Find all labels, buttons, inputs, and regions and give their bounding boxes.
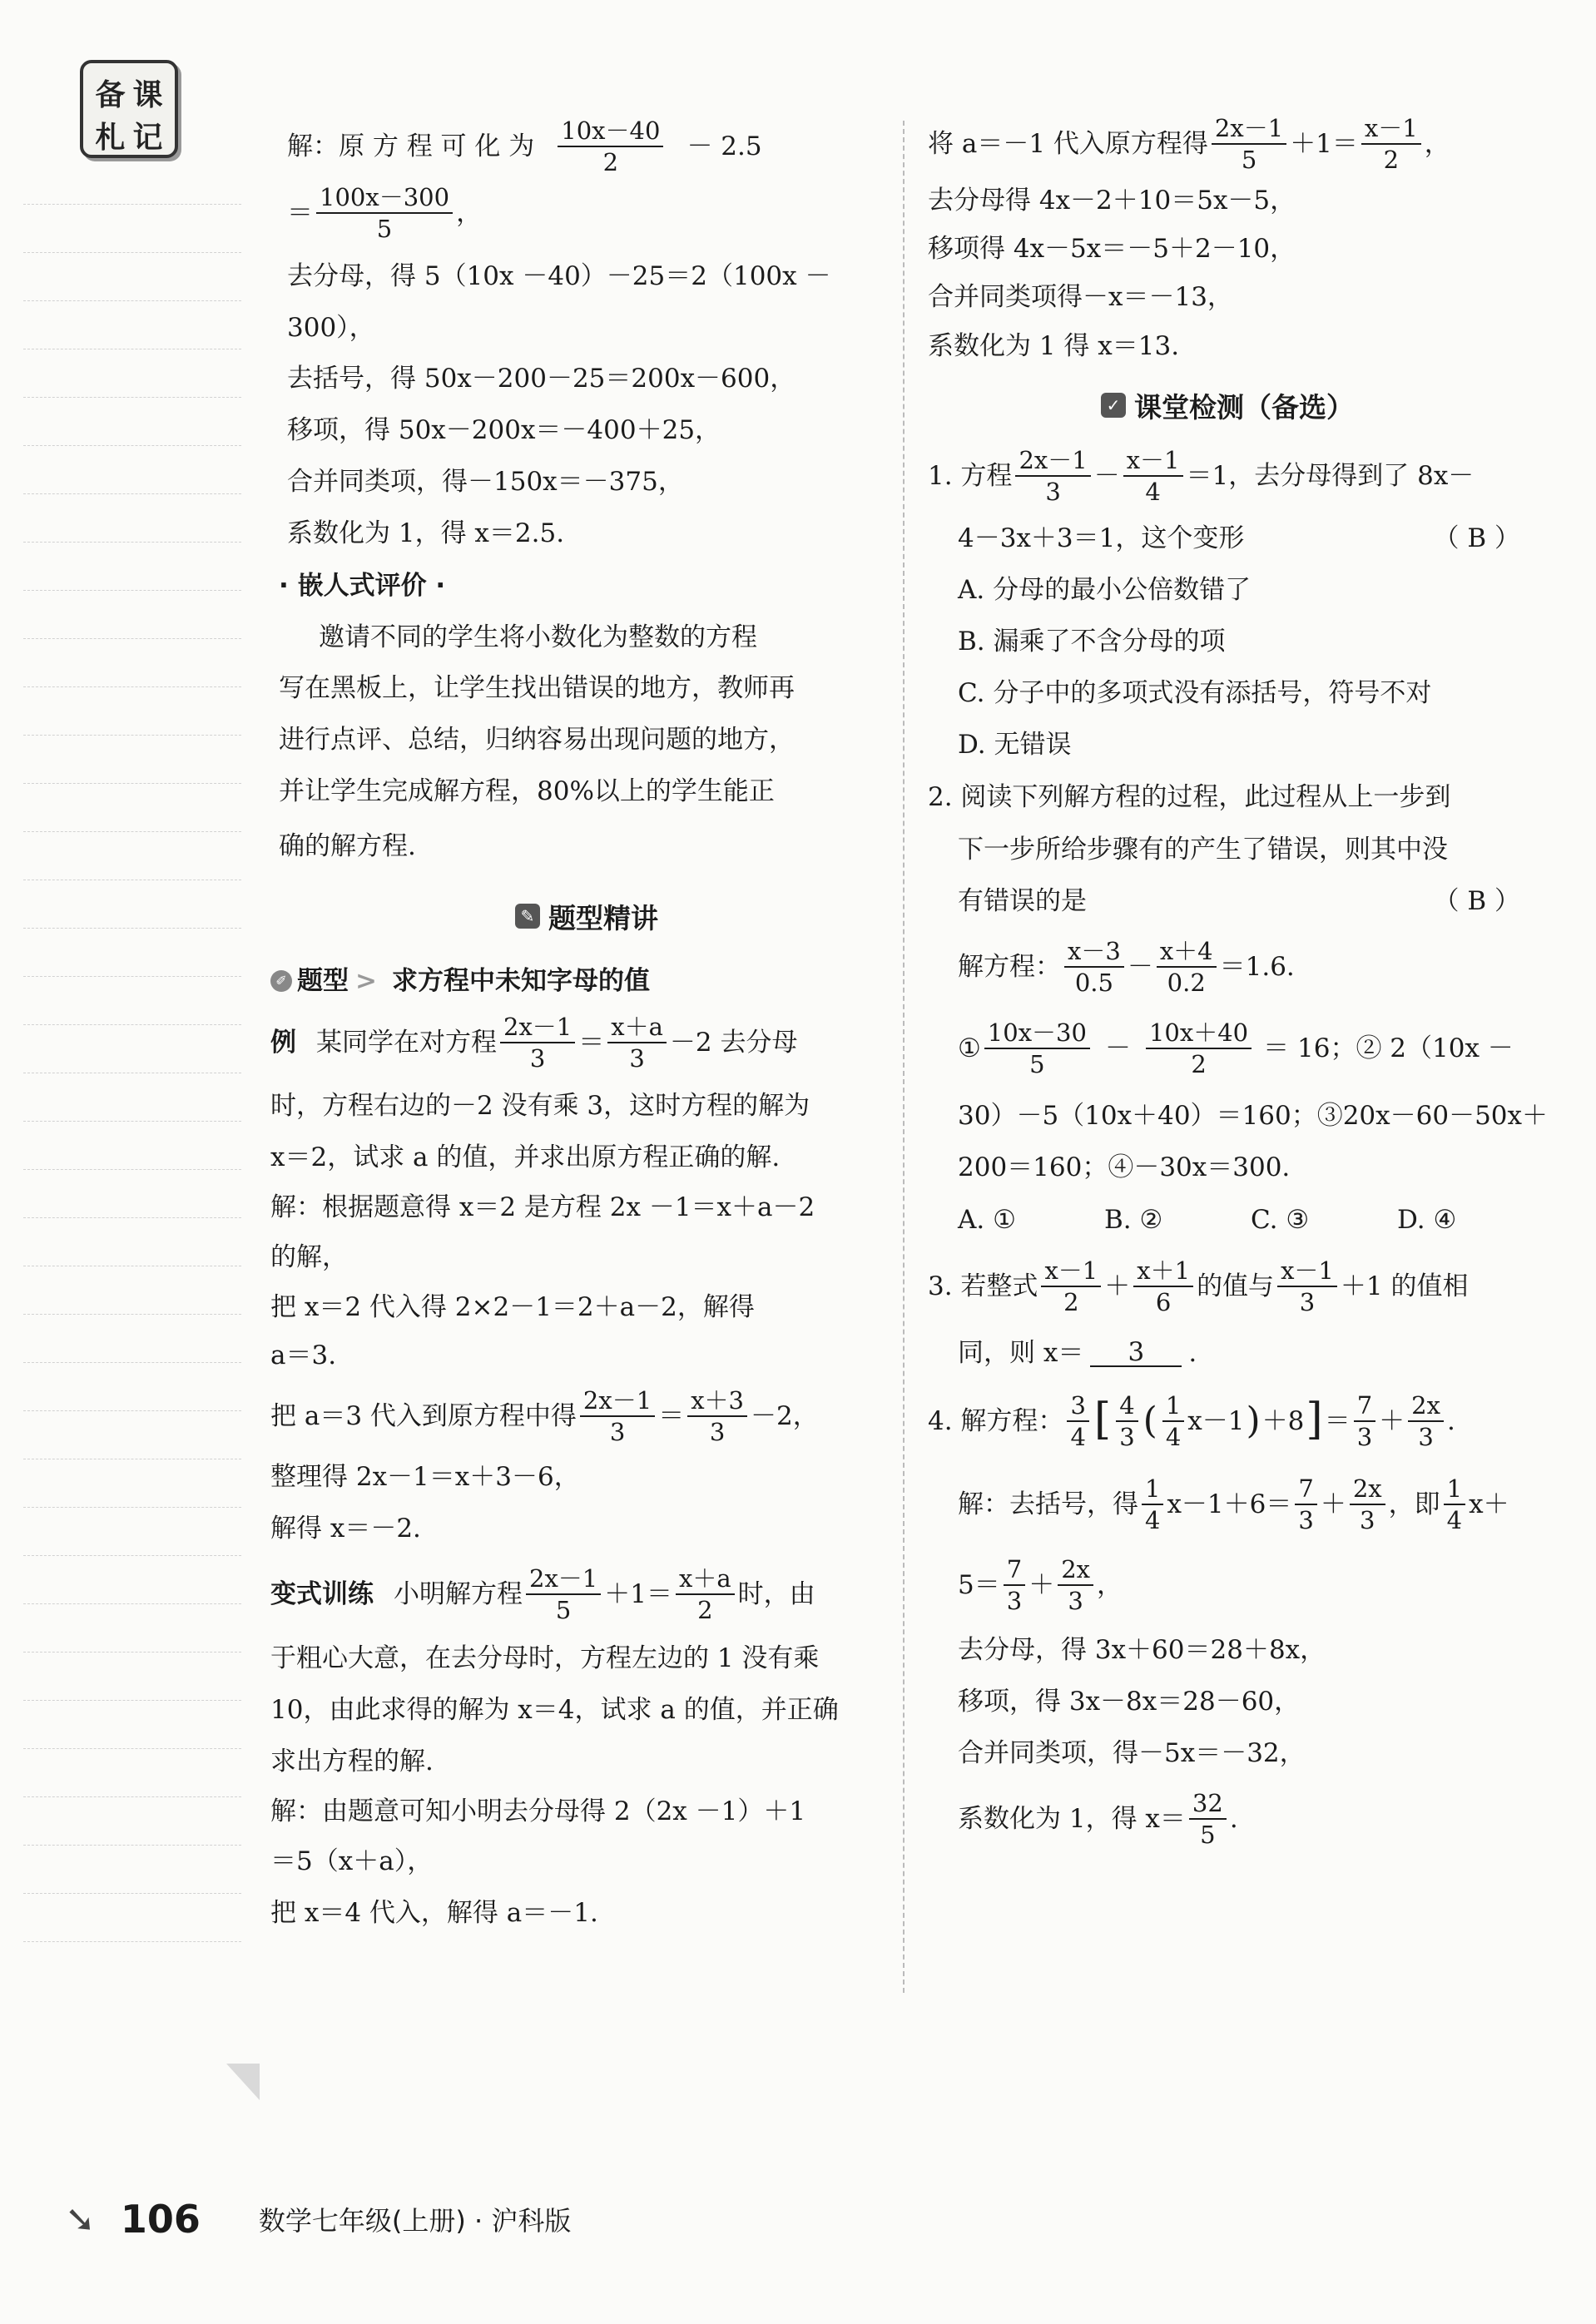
question-2: 2. 阅读下列解方程的过程，此过程从上一步到	[928, 781, 1451, 812]
note-line	[23, 1507, 241, 1508]
left-column	[270, 116, 886, 1939]
fraction: $\frac{x+3}{3}$	[687, 1388, 747, 1445]
text: ，即	[1388, 1489, 1440, 1519]
decorative-corner	[226, 2064, 260, 2100]
text: ＝	[287, 197, 313, 228]
solution-line: 移项得 4x－5x＝－5＋2－10，	[928, 233, 1296, 264]
text: 系数化为 1，得 x＝	[958, 1803, 1186, 1834]
right-column	[928, 113, 1549, 1859]
note-line	[23, 397, 241, 398]
bracket: [	[1093, 1395, 1112, 1444]
note-line	[23, 493, 241, 494]
note-line	[23, 1169, 241, 1170]
question-1	[928, 439, 1527, 513]
text: 4－3x＋3＝1，这个变形	[958, 523, 1245, 553]
note-line	[23, 1893, 241, 1894]
notes-column	[23, 204, 241, 1990]
solution-line: 合并同类项，得－150x＝－375，	[287, 466, 684, 497]
text: ，	[1424, 128, 1450, 159]
option-b: B. 漏乘了不含分母的项	[958, 626, 1226, 657]
question-3	[928, 1246, 1527, 1326]
question-4-solution	[928, 1546, 1527, 1624]
solution-line: 去括号，得 50x－200－25＝200x－600，	[287, 363, 796, 394]
text: 同，则 x＝	[958, 1337, 1084, 1368]
fraction: $\frac{x+a}{3}$	[607, 1014, 667, 1072]
section-heading	[287, 875, 886, 957]
note-line	[23, 1217, 241, 1218]
question-4-solution: 合并同类项，得－5x＝－32，	[958, 1737, 1306, 1768]
evaluation-line: 邀请不同的学生将小数化为整数的方程	[319, 622, 757, 652]
text: 解：原 方 程 可 化 为	[287, 131, 535, 161]
note-line	[23, 300, 241, 301]
evaluation-line: 写在黑板上，让学生找出错误的地方，教师再	[279, 672, 795, 703]
question-2-steps	[928, 1007, 1527, 1090]
note-line	[23, 1941, 241, 1942]
question-4-solution	[928, 1463, 1527, 1546]
note-line	[23, 735, 241, 736]
text: 时，由	[737, 1578, 815, 1609]
text: 小明解方程	[394, 1578, 523, 1609]
question-4-solution: 移项，得 3x－8x＝28－60，	[958, 1686, 1301, 1717]
option-c: C. ③	[1251, 1204, 1310, 1235]
text: ＝1.6.	[1219, 951, 1295, 982]
solution-line: 去分母，得 5（10x －40）－25＝2（100x －	[287, 260, 831, 291]
text: 1. 方程	[928, 460, 1013, 491]
question-2-line: 下一步所给步骤有的产生了错误，则其中没	[958, 834, 1448, 865]
section-icon: ✎	[515, 904, 540, 929]
column-divider	[903, 121, 905, 1993]
text: x＋	[1469, 1489, 1509, 1519]
text: ＋1＝	[1290, 128, 1358, 159]
example-solution-line: 的解，	[270, 1241, 348, 1272]
example-solution-line: a＝3.	[270, 1340, 337, 1370]
solution-line: 去分母得 4x－2＋10＝5x－5，	[928, 185, 1296, 216]
text: 把 a＝3 代入到原方程中得	[270, 1400, 577, 1431]
note-line	[23, 928, 241, 929]
fraction: $\frac{x+1}{6}$	[1133, 1258, 1193, 1316]
text: x－1	[1187, 1405, 1245, 1436]
fraction: $\frac{32}{5}$	[1189, 1791, 1227, 1848]
section-title: 课堂检测（备选）	[1134, 390, 1354, 424]
fraction: $\frac{2x-1}{5}$	[526, 1566, 601, 1623]
note-line	[23, 1796, 241, 1797]
logo-char: 札	[95, 121, 126, 155]
question-1-line	[928, 513, 1527, 564]
example-solution-line: 整理得 2x－1＝x＋3－6，	[270, 1461, 580, 1492]
arrow-decoration-icon: ➘	[65, 2198, 96, 2241]
note-line	[23, 1748, 241, 1749]
fraction: $\frac{2x-1}{5}$	[1212, 116, 1286, 173]
note-line	[23, 686, 241, 687]
notes-logo	[80, 60, 178, 158]
note-line	[23, 1845, 241, 1846]
fraction: $\frac{2x-1}{3}$	[500, 1014, 575, 1072]
section-title: 题型精讲	[548, 901, 658, 934]
fraction: $\frac{x-1}{2}$	[1041, 1258, 1101, 1316]
text: －	[1093, 460, 1120, 491]
option-c: C. 分子中的多项式没有添括号，符号不对	[958, 677, 1432, 708]
solution-line	[928, 111, 1527, 176]
fraction: $\frac{3}{4}$	[1067, 1393, 1088, 1450]
text: .	[1446, 1405, 1455, 1436]
example-label: 例	[270, 1027, 296, 1058]
fraction: $\frac{7}{3}$	[1354, 1393, 1375, 1450]
check-icon: ✓	[1101, 393, 1126, 418]
option-d: D. ④	[1397, 1204, 1457, 1235]
fraction: $\frac{10x-30}{5}$	[984, 1020, 1090, 1078]
text: ，	[1097, 1569, 1123, 1600]
option-a: A. ①	[958, 1204, 1016, 1235]
fraction: $\frac{100x-300}{5}$	[316, 185, 453, 242]
fraction: $\frac{7}{3}$	[1004, 1557, 1025, 1614]
chevron-right-icon: >	[355, 965, 377, 996]
book-title: 数学七年级(上册) · 沪科版	[258, 2205, 572, 2237]
note-line	[23, 204, 241, 205]
text: －2，	[751, 1400, 819, 1431]
fraction: $\frac{10x+40}{2}$	[1146, 1020, 1252, 1078]
text: 解：去括号，得	[958, 1489, 1138, 1519]
fraction: $\frac{x-1}{2}$	[1361, 116, 1421, 173]
text: ＋1＝	[604, 1578, 672, 1609]
variant-solution-line: 把 x＝4 代入，解得 a＝－1.	[270, 1897, 598, 1928]
example-line	[270, 1005, 886, 1080]
fraction: $\frac{x+a}{2}$	[676, 1566, 735, 1623]
text: 解方程：	[958, 951, 1061, 982]
fraction: $\frac{2x-1}{3}$	[580, 1388, 655, 1445]
evaluation-line: 确的解方程.	[279, 830, 416, 861]
fraction: $\frac{7}{3}$	[1295, 1476, 1316, 1534]
text: 5＝	[958, 1569, 1000, 1600]
example-solution-line: 解得 x＝－2.	[270, 1513, 421, 1544]
question-2-line	[928, 875, 1527, 927]
type-label: 题型	[297, 965, 349, 996]
text: ＝	[658, 1400, 685, 1431]
solution-line: 系数化为 1 得 x＝13.	[928, 330, 1180, 361]
solution-line	[287, 176, 886, 250]
note-line	[23, 831, 241, 832]
paren: )	[1246, 1400, 1261, 1442]
note-line	[23, 252, 241, 253]
fraction: $\frac{2x}{3}$	[1350, 1476, 1385, 1534]
option-b: B. ②	[1104, 1204, 1163, 1235]
note-line	[23, 1700, 241, 1701]
example-solution-line	[270, 1380, 886, 1453]
note-line	[23, 1603, 241, 1604]
example-solution-line: 解：根据题意得 x＝2 是方程 2x －1＝x＋a－2	[270, 1192, 815, 1222]
fraction: $\frac{x+4}{0.2}$	[1157, 939, 1217, 996]
fraction: $\frac{x-3}{0.5}$	[1064, 939, 1124, 996]
note-line	[23, 638, 241, 639]
evaluation-line: 进行点评、总结，归纳容易出现问题的地方，	[279, 724, 795, 755]
solution-line: 合并同类项得－x＝－13，	[928, 281, 1233, 312]
example-solution-line: 把 x＝2 代入得 2×2－1＝2＋a－2，解得	[270, 1291, 755, 1322]
text: －	[1104, 1033, 1131, 1063]
type-icon: ✐	[270, 970, 292, 992]
paren: (	[1142, 1400, 1157, 1442]
fraction: $\frac{2x}{3}$	[1408, 1393, 1444, 1450]
note-line	[23, 976, 241, 977]
note-line	[23, 1121, 241, 1122]
section-heading	[928, 371, 1527, 439]
fraction: $\frac{2x}{3}$	[1058, 1557, 1093, 1614]
text: 3. 若整式	[928, 1271, 1038, 1301]
fraction: $\frac{1}{4}$	[1444, 1476, 1465, 1534]
answer-bracket: （ B ）	[1433, 885, 1520, 916]
note-line	[23, 1410, 241, 1411]
bracket: ]	[1306, 1395, 1323, 1444]
fraction: $\frac{x-1}{4}$	[1123, 448, 1183, 505]
variant-line: 10，由此求得的解为 x＝4，试求 a 的值，并正确	[270, 1694, 839, 1725]
text: ＋	[1379, 1405, 1405, 1436]
solution-line: 300），	[287, 312, 375, 343]
text: x－1＋6＝	[1167, 1489, 1292, 1519]
question-2-steps: 200＝160；④－30x＝300.	[958, 1152, 1291, 1182]
evaluation-line: 并让学生完成解方程，80%以上的学生能正	[279, 775, 775, 806]
variant-label: 变式训练	[270, 1578, 374, 1609]
type-title: 求方程中未知字母的值	[391, 965, 650, 996]
fraction: $\frac{4}{3}$	[1116, 1393, 1138, 1450]
text: ＋	[1028, 1569, 1055, 1600]
text: .	[1229, 1803, 1238, 1834]
solution-line: 系数化为 1，得 x＝2.5.	[287, 518, 565, 548]
variant-solution-line: ＝5（x＋a），	[270, 1846, 434, 1876]
text: 某同学在对方程	[316, 1027, 497, 1058]
text: 4. 解方程：	[928, 1405, 1064, 1436]
fraction: $\frac{x-1}{3}$	[1277, 1258, 1337, 1316]
text: ＋8	[1261, 1405, 1305, 1436]
option-d: D. 无错误	[958, 729, 1072, 760]
text: ＝	[578, 1027, 605, 1058]
example-line: 时，方程右边的－2 没有乘 3，这时方程的解为	[270, 1090, 810, 1121]
fraction: $\frac{1}{4}$	[1162, 1393, 1184, 1450]
page-footer	[65, 2197, 571, 2242]
page-number: 106	[120, 2197, 201, 2242]
note-line	[23, 1362, 241, 1363]
text: ＝	[1324, 1405, 1351, 1436]
example-line: x＝2，试求 a 的值，并求出原方程正确的解.	[270, 1142, 781, 1172]
variant-solution-line: 解：由题意可知小明去分母得 2（2x －1）＋1	[270, 1796, 806, 1826]
note-line	[23, 1024, 241, 1025]
text: 有错误的是	[958, 885, 1087, 916]
answer-bracket: （ B ）	[1433, 523, 1520, 553]
question-4-solution: 去分母，得 3x＋60＝28＋8x，	[958, 1634, 1326, 1665]
text: －	[1127, 951, 1153, 982]
note-line	[23, 542, 241, 543]
note-line	[23, 1555, 241, 1556]
note-line	[23, 445, 241, 446]
answer-blank: 3	[1090, 1340, 1182, 1367]
note-line	[23, 1314, 241, 1315]
type-heading	[270, 957, 886, 1005]
question-2-steps: 30）－5（10x＋40）＝160；③20x－60－50x＋	[958, 1100, 1549, 1131]
solution-line: 移项，得 50x－200x＝－400＋25，	[287, 414, 721, 445]
text: ＝ 16；② 2（10x －	[1263, 1033, 1514, 1063]
note-line	[23, 1652, 241, 1653]
text: ＋	[1320, 1489, 1346, 1519]
logo-char: 记	[132, 121, 163, 155]
text: ＋1 的值相	[1340, 1271, 1469, 1301]
note-line	[23, 590, 241, 591]
logo-char: 备	[95, 78, 126, 112]
variant-line: 求出方程的解.	[270, 1746, 434, 1776]
text: 的值与	[1197, 1271, 1275, 1301]
text: ，	[456, 197, 483, 228]
note-line	[23, 783, 241, 784]
text: －2 去分母	[669, 1027, 798, 1058]
text: ①	[958, 1033, 981, 1063]
variant-line	[270, 1556, 886, 1633]
solution-line	[287, 116, 886, 176]
question-4	[928, 1380, 1527, 1463]
question-4-solution	[928, 1779, 1527, 1859]
variant-line: 于粗心大意，在去分母时，方程左边的 1 没有乘	[270, 1643, 820, 1673]
text: .	[1188, 1337, 1197, 1368]
text: － 2.5	[686, 131, 762, 161]
option-a: A. 分母的最小公倍数错了	[958, 574, 1252, 605]
question-3-line	[928, 1326, 1527, 1380]
logo-char: 课	[132, 78, 163, 112]
fraction: $\frac{2x-1}{3}$	[1015, 448, 1090, 505]
text: ＋	[1104, 1271, 1131, 1301]
question-2-options	[928, 1193, 1527, 1246]
evaluation-title: · 嵌人式评价 ·	[279, 570, 446, 601]
fraction: $\frac{1}{4}$	[1142, 1476, 1163, 1534]
text: ＝1，去分母得到了 8x－	[1186, 460, 1475, 491]
fraction: $\frac{10x-40}{2}$	[558, 118, 663, 176]
text: 将 a＝－1 代入原方程得	[928, 128, 1208, 159]
question-2-equation	[928, 927, 1527, 1007]
